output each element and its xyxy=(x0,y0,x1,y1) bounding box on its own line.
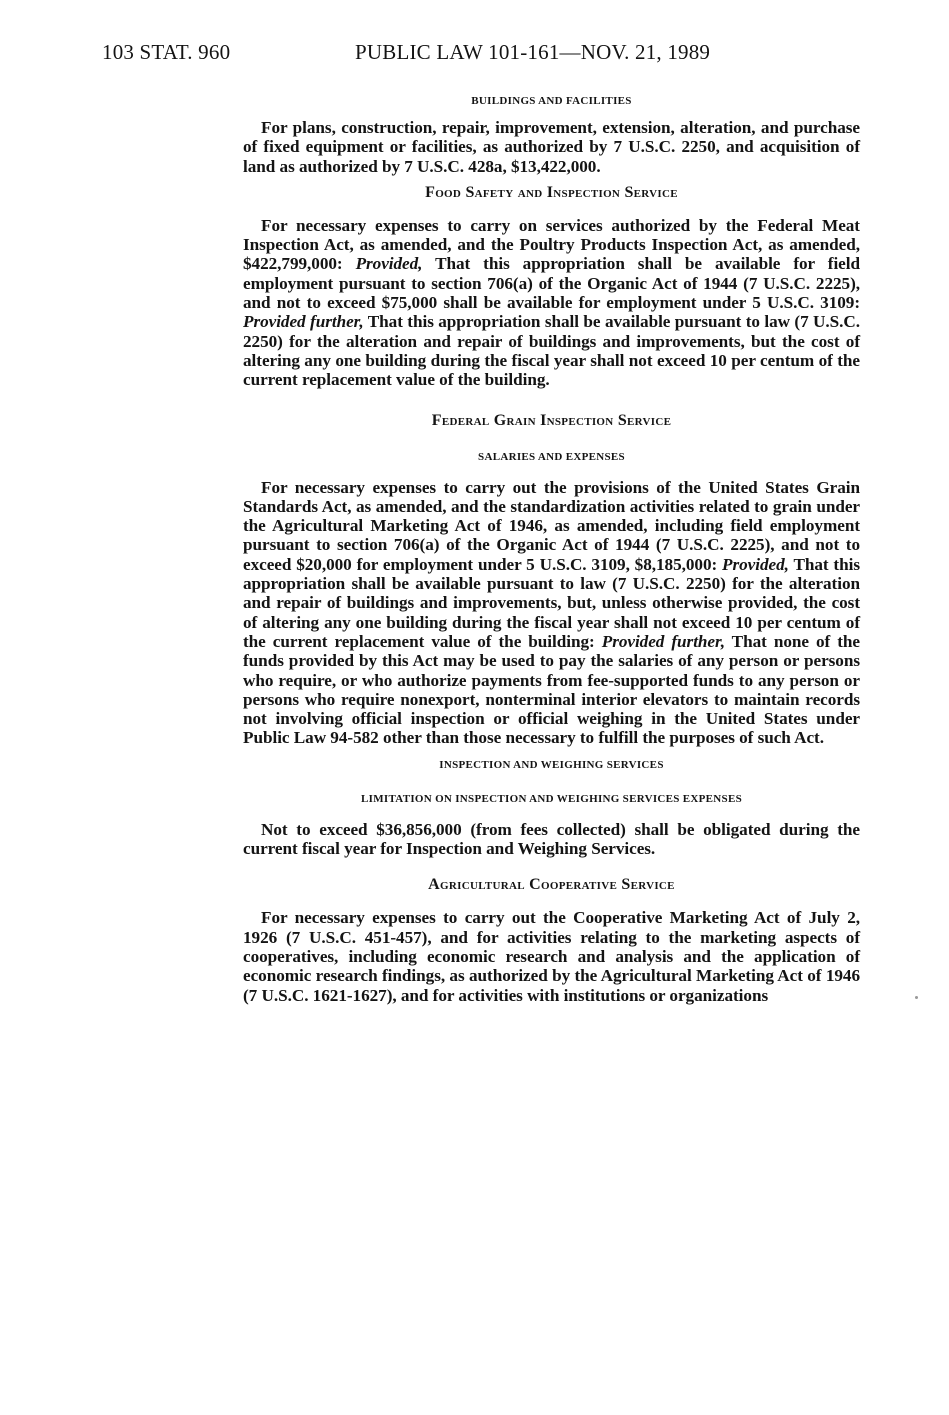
limitation-heading: LIMITATION ON INSPECTION AND WEIGHING SERVICES EXPENSES xyxy=(360,792,743,805)
limitation-paragraph: Not to exceed $36,856,000 (from fees collected) shall be obligated during the current fiscal year for Inspection and Weighing Services. xyxy=(243,819,860,859)
fsis-paragraph xyxy=(243,216,860,390)
stat-page-number: 103 STAT. 960 xyxy=(102,40,231,64)
fsis-text-1: For necessary expenses to carry on services authorized by the Federal Meat Inspection Act, as amended, and the Poultry Products Inspection Act, as amended, $422,799,000: xyxy=(243,215,860,274)
salaries-heading: SALARIES AND EXPENSES xyxy=(478,450,625,463)
acs-paragraph: For necessary expenses to carry out the Cooperative Marketing Act of July 2, 1926 (7 U.S.C. 451-457), and for activities relating to the marketing aspects of cooperatives, including economic research and analysis and the application of economic research findings, as authorized by the Agricultural Marketing Act of 1946 (7 U.S.C. 1621-1627), and for activities with institutions or organizations xyxy=(243,908,860,1005)
fsis-heading: Food Safety and Inspection Service xyxy=(425,183,678,201)
fgis-text-3: That none of the funds provided by this Act may be used to pay the salaries of any person or persons who require, or who authorize payments from fee-supported funds to any person or persons who require nonexport, nonterminal interior elevators to maintain records not involving official inspection or official weighing in the United States under Public Law 94-582 other than those necessary to fulfill the purposes of such Act. xyxy=(243,631,860,748)
scan-speck xyxy=(915,996,918,999)
buildings-paragraph: For plans, construction, repair, improvement, extension, alteration, and purchase of fixed equipment or facilities, as authorized by 7 U.S.C. 2250, and acquisition of land as authorized by 7 U.S.C. 428a, $13,422,000. xyxy=(243,118,860,176)
page-header xyxy=(102,40,862,70)
inspection-heading: INSPECTION AND WEIGHING SERVICES xyxy=(439,758,664,771)
fsis-provided-further: Provided further, xyxy=(243,312,364,332)
fgis-heading: Federal Grain Inspection Service xyxy=(431,411,672,429)
fgis-text-1: For necessary expenses to carry out the provisions of the United States Grain Standards Act, as amended, and the standardization activities related to grain under the Agricultural Marketing Act of 1946, as amended, including field employment pursuant to section 706(a) of the Organic Act of 1944 (7 U.S.C. 2225), and not to exceed $20,000 for employment under 5 U.S.C. 3109, $8,185,000: xyxy=(243,477,860,574)
fsis-provided: Provided, xyxy=(355,254,423,274)
fgis-provided-further: Provided further, xyxy=(601,631,725,651)
buildings-heading: BUILDINGS AND FACILITIES xyxy=(471,95,632,107)
fgis-paragraph xyxy=(243,478,860,748)
fgis-provided: Provided, xyxy=(722,554,789,574)
fsis-text-3: That this appropriation shall be available pursuant to law (7 U.S.C. 2250) for the alteration and repair of buildings and improvements, but the cost of altering any one building during the fiscal year shall not exceed 10 per centum of the current replacement value of the building. xyxy=(243,312,861,390)
public-law-citation: PUBLIC LAW 101-161—NOV. 21, 1989 xyxy=(355,40,711,64)
acs-heading: Agricultural Cooperative Service xyxy=(428,876,675,894)
document-body xyxy=(243,92,860,1005)
fgis-text-2: That this appropriation shall be available pursuant to law (7 U.S.C. 2250) for the alteration and repair of buildings and improvements, but, unless otherwise provided, the cost of altering any one building during the fiscal year shall not exceed 10 per centum of the current replacement value of the building: xyxy=(243,554,860,651)
fsis-text-2: That this appropriation shall be available for field employment pursuant to section 706(a) of the Organic Act of 1944 (7 U.S.C. 2225), and not to exceed $75,000 shall be available for employment under 5 U.S.C. 3109: xyxy=(243,254,860,313)
